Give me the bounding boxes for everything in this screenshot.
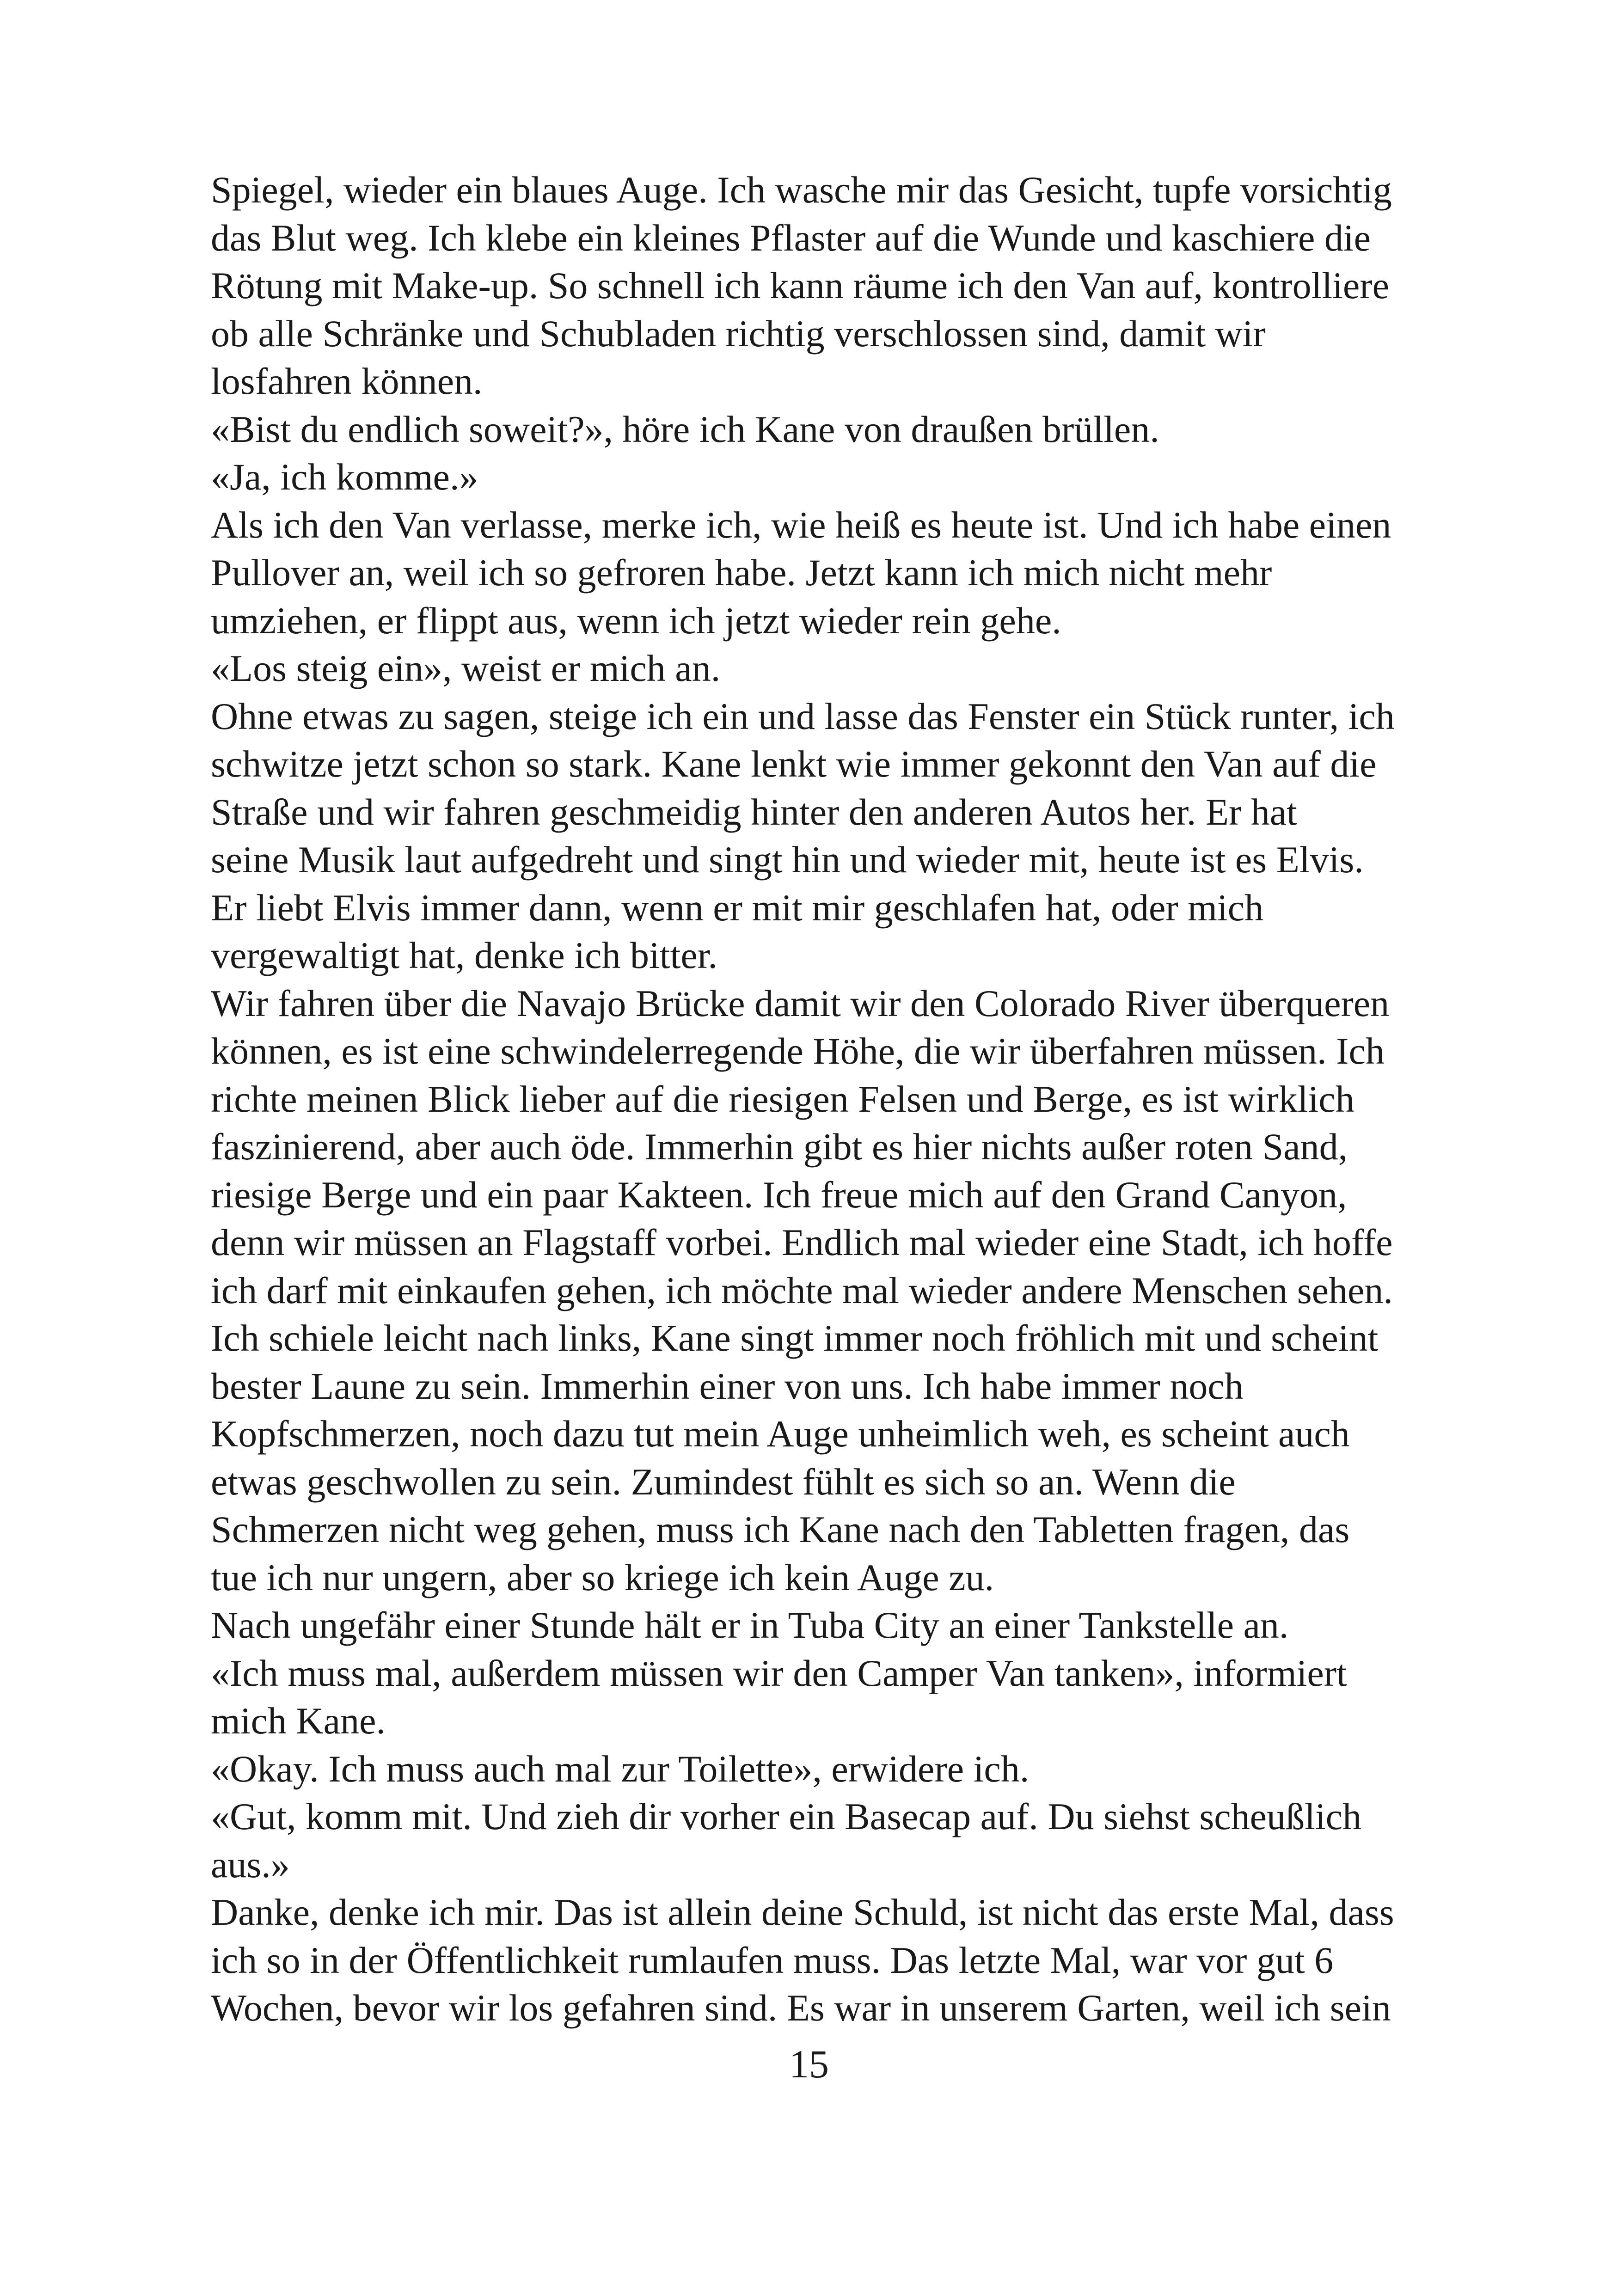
text-line: Kopfschmerzen, noch dazu tut mein Auge unheimlich weh, es scheint auch bbox=[211, 1413, 1350, 1455]
text-line: «Okay. Ich muss auch mal zur Toilette», erwidere ich. bbox=[211, 1747, 1030, 1790]
text-line: Ich schiele leicht nach links, Kane singt immer noch fröhlich mit und scheint bbox=[211, 1317, 1379, 1359]
text-line: «Los steig ein», weist er mich an. bbox=[211, 647, 721, 689]
text-line: Rötung mit Make-up. So schnell ich kann räume ich den Van auf, kontrolliere bbox=[211, 264, 1390, 306]
text-line: «Ja, ich komme.» bbox=[211, 456, 478, 498]
text-line: Wochen, bevor wir los gefahren sind. Es war in unserem Garten, weil ich sein bbox=[211, 1987, 1391, 2029]
text-line: seine Musik laut aufgedreht und singt hin und wieder mit, heute ist es Elvis. bbox=[211, 839, 1364, 881]
text-line: Ohne etwas zu sagen, steige ich ein und lasse das Fenster ein Stück runter, ich bbox=[211, 695, 1395, 737]
text-line: tue ich nur ungern, aber so kriege ich kein Auge zu. bbox=[211, 1556, 994, 1598]
text-line: vergewaltigt hat, denke ich bitter. bbox=[211, 934, 718, 976]
text-line: aus.» bbox=[211, 1843, 290, 1886]
text-line: können, es ist eine schwindelerregende Höhe, die wir überfahren müssen. Ich bbox=[211, 1030, 1385, 1072]
text-line: Spiegel, wieder ein blaues Auge. Ich wasche mir das Gesicht, tupfe vorsichtig bbox=[211, 169, 1392, 211]
text-line: Straße und wir fahren geschmeidig hinter den anderen Autos her. Er hat bbox=[211, 790, 1297, 833]
text-line: riesige Berge und ein paar Kakteen. Ich freue mich auf den Grand Canyon, bbox=[211, 1173, 1347, 1216]
text-line: umziehen, er flippt aus, wenn ich jetzt wieder rein gehe. bbox=[211, 599, 1061, 642]
text-line: schwitze jetzt schon so stark. Kane lenkt wie immer gekonnt den Van auf die bbox=[211, 743, 1377, 785]
text-line: faszinierend, aber auch öde. Immerhin gibt es hier nichts außer roten Sand, bbox=[211, 1126, 1348, 1168]
text-line: ob alle Schränke und Schubladen richtig verschlossen sind, damit wir bbox=[211, 312, 1266, 355]
text-line: Danke, denke ich mir. Das ist allein deine Schuld, ist nicht das erste Mal, dass bbox=[211, 1891, 1394, 1933]
body-text bbox=[211, 166, 1477, 2032]
text-line: Schmerzen nicht weg gehen, muss ich Kane nach den Tabletten fragen, das bbox=[211, 1508, 1350, 1550]
text-line: «Bist du endlich soweit?», höre ich Kane von draußen brüllen. bbox=[211, 408, 1159, 450]
text-line: ich so in der Öffentlichkeit rumlaufen muss. Das letzte Mal, war vor gut 6 bbox=[211, 1939, 1334, 1981]
text-line: denn wir müssen an Flagstaff vorbei. Endlich mal wieder eine Stadt, ich hoffe bbox=[211, 1221, 1393, 1263]
text-line: ich darf mit einkaufen gehen, ich möchte mal wieder andere Menschen sehen. bbox=[211, 1269, 1393, 1311]
text-line: Wir fahren über die Navajo Brücke damit wir den Colorado River überqueren bbox=[211, 982, 1390, 1024]
text-line: losfahren können. bbox=[211, 360, 483, 402]
text-line: Nach ungefähr einer Stunde hält er in Tuba City an einer Tankstelle an. bbox=[211, 1604, 1289, 1646]
text-line: richte meinen Blick lieber auf die riesigen Felsen und Berge, es ist wirklich bbox=[211, 1078, 1354, 1120]
text-line: bester Laune zu sein. Immerhin einer von uns. Ich habe immer noch bbox=[211, 1365, 1244, 1407]
text-line: Als ich den Van verlasse, merke ich, wie heiß es heute ist. Und ich habe einen bbox=[211, 503, 1391, 546]
text-line: das Blut weg. Ich klebe ein kleines Pflaster auf die Wunde und kaschiere die bbox=[211, 216, 1371, 259]
text-line: «Ich muss mal, außerdem müssen wir den Camper Van tanken», informiert bbox=[211, 1652, 1347, 1694]
page-number: 15 bbox=[789, 2042, 829, 2086]
text-line: mich Kane. bbox=[211, 1700, 386, 1742]
text-line: Er liebt Elvis immer dann, wenn er mit mir geschlafen hat, oder mich bbox=[211, 886, 1264, 929]
text-line: «Gut, komm mit. Und zieh dir vorher ein Basecap auf. Du siehst scheußlich bbox=[211, 1795, 1362, 1837]
text-line: etwas geschwollen zu sein. Zumindest fühlt es sich so an. Wenn die bbox=[211, 1460, 1236, 1503]
text-line: Pullover an, weil ich so gefroren habe. Jetzt kann ich mich nicht mehr bbox=[211, 551, 1272, 594]
